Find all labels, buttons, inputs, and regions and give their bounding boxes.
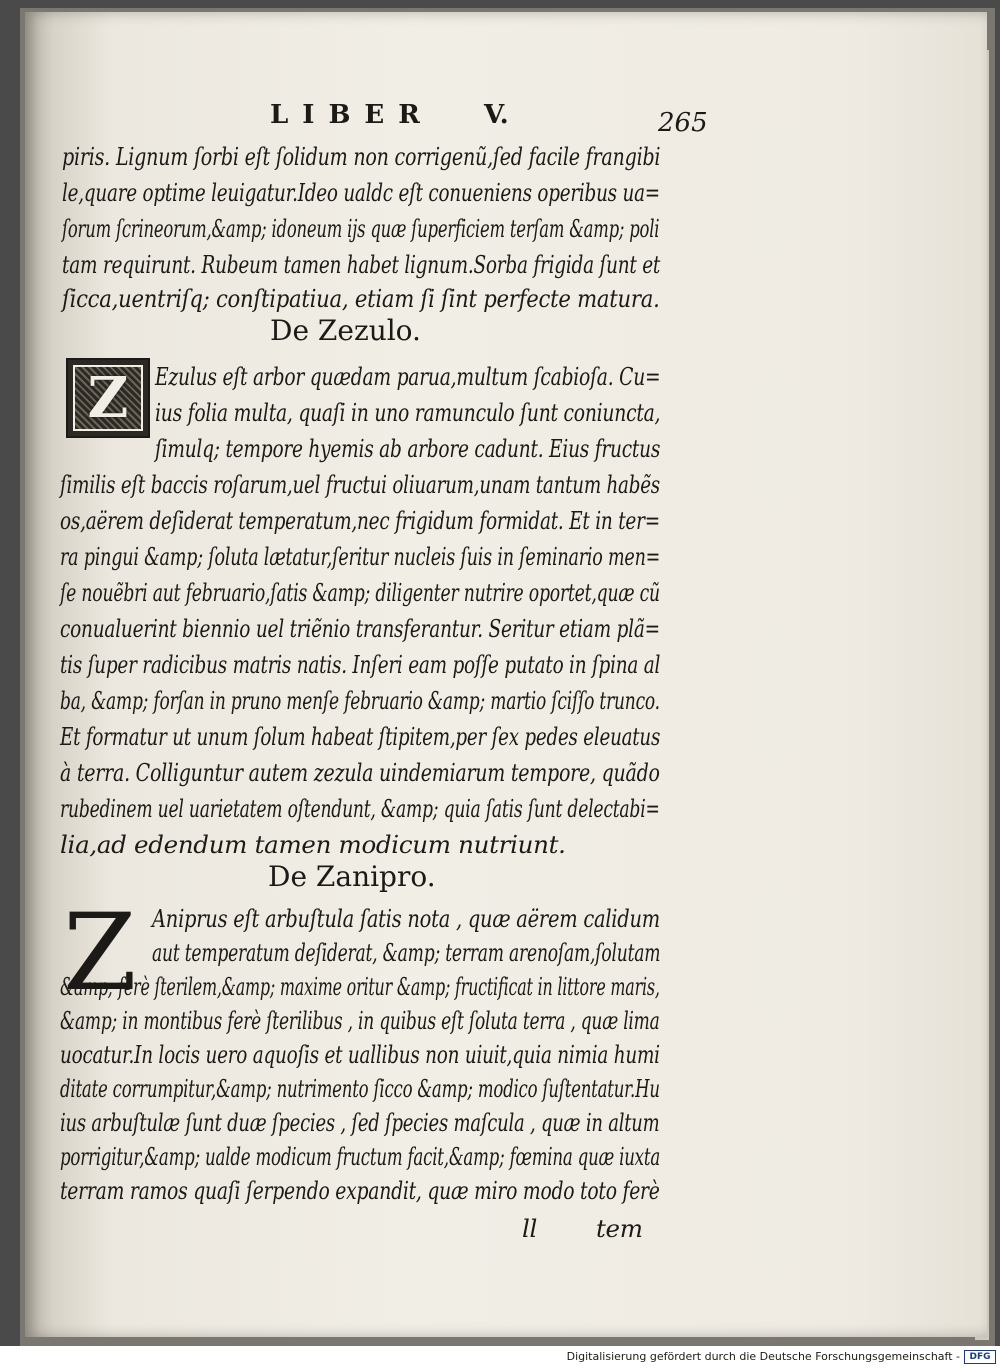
initial-ornament (73, 365, 143, 431)
running-head: LIBER (270, 100, 434, 130)
text-line: ſorum ſcrineorum,&amp; idoneum ijs quæ ſuperficiem terſam &amp; poli (62, 214, 660, 243)
text-line: porrigitur,&amp; ualde modicum fructum facit,&amp; fœmina quæ iuxta (60, 1142, 661, 1171)
text-line: ba, &amp; forſan in pruno menſe februario &amp; martio ſciſſo trunco. (60, 686, 660, 715)
dfg-logo: DFG (964, 1350, 996, 1364)
text-line: ſicca,uentriſq; conſtipatiua, etiam ſi ſint perfecte matura. (62, 284, 660, 313)
text-line: ra pingui &amp; ſoluta lætatur,ſeritur nucleis ſuis in ſeminario men= (60, 542, 661, 571)
catchword: tem (596, 1214, 643, 1243)
text-line: Aniprus eſt arbuſtula ſatis nota , quæ aërem calidum (152, 904, 660, 933)
text-line: os,aërem deſiderat temperatum,nec frigidum formidat. Et in ter= (60, 506, 660, 535)
text-line: ius folia multa, quaſi in uno ramunculo ſunt coniuncta, (155, 398, 661, 427)
text-line: tam requirunt. Rubeum tamen habet lignum.Sorba frigida ſunt et (62, 250, 661, 279)
text-line: piris. Lignum ſorbi eſt ſolidum non corrigenũ,ſed facile frangibi (62, 142, 661, 171)
text-line: conualuerint biennio uel triẽnio transferantur. Seritur etiam plã= (60, 614, 660, 643)
section-heading: De Zezulo. (270, 314, 421, 347)
section-heading: De Zanipro. (268, 860, 436, 893)
text-line: ſe nouẽbri aut februario,ſatis &amp; diligenter nutrire oportet,quæ cũ (60, 578, 660, 607)
text-line: &amp; ferè ſterilem,&amp; maxime oritur &amp; fructificat in littore maris, (60, 972, 660, 1001)
page-number: 265 (658, 108, 708, 138)
text-line: &amp; in montibus ferè ſterilibus , in quibus eſt ſoluta terra , quæ lima (60, 1006, 660, 1035)
page-header (0, 98, 1000, 138)
text-line: rubedinem uel uarietatem oſtendunt, &amp; quia ſatis ſunt delectabi= (60, 794, 660, 823)
decorated-initial (66, 358, 150, 438)
text-line: terram ramos quaſi ſerpendo expandit, quæ miro modo toto ferè (60, 1176, 660, 1205)
running-head-volume: V. (484, 100, 509, 130)
text-line: à terra. Colliguntur autem zezula uindemiarum tempore, quãdo (60, 758, 660, 787)
digitization-footer (0, 1346, 1000, 1369)
signature-mark: ll (522, 1214, 538, 1243)
text-line: Ezulus eſt arbor quædam parua,multum ſcabioſa. Cu= (155, 362, 661, 391)
text-line: ditate corrumpitur,&amp; nutrimento ſicco &amp; modico ſuſtentatur.Hu (60, 1074, 660, 1103)
text-line: le,quare optime leuigatur.Ideo ualdc eſt conueniens operibus ua= (62, 178, 660, 207)
text-line: ius arbuſtulæ ſunt duæ ſpecies , ſed ſpecies maſcula , quæ in altum (60, 1108, 660, 1137)
footer-credit: Digitalisierung gefördert durch die Deutsche Forschungsgemeinschaft - (566, 1350, 960, 1363)
text-line: lia,ad edendum tamen modicum nutriunt. (60, 830, 566, 859)
initial-letter: Z (63, 891, 137, 1014)
text-line: Et formatur ut unum ſolum habeat ſtipitem,per ſex pedes eleuatus (60, 722, 661, 751)
text-line: uocatur.In locis uero aquoſis et uallibus non uiuit,quia nimia humi (60, 1040, 660, 1069)
initial-letter: Z (87, 365, 129, 431)
text-line: tis ſuper radicibus matris natis. Inſeri eam poſſe putato in ſpina al (60, 650, 661, 679)
text-line: ſimulq; tempore hyemis ab arbore cadunt. Eius fructus (155, 434, 661, 463)
text-line: aut temperatum deſiderat, &amp; terram arenoſam,ſolutam (152, 938, 661, 967)
text-line: ſimilis eſt baccis roſarum,uel fructui oliuarum,unam tantum habẽs (60, 470, 660, 499)
